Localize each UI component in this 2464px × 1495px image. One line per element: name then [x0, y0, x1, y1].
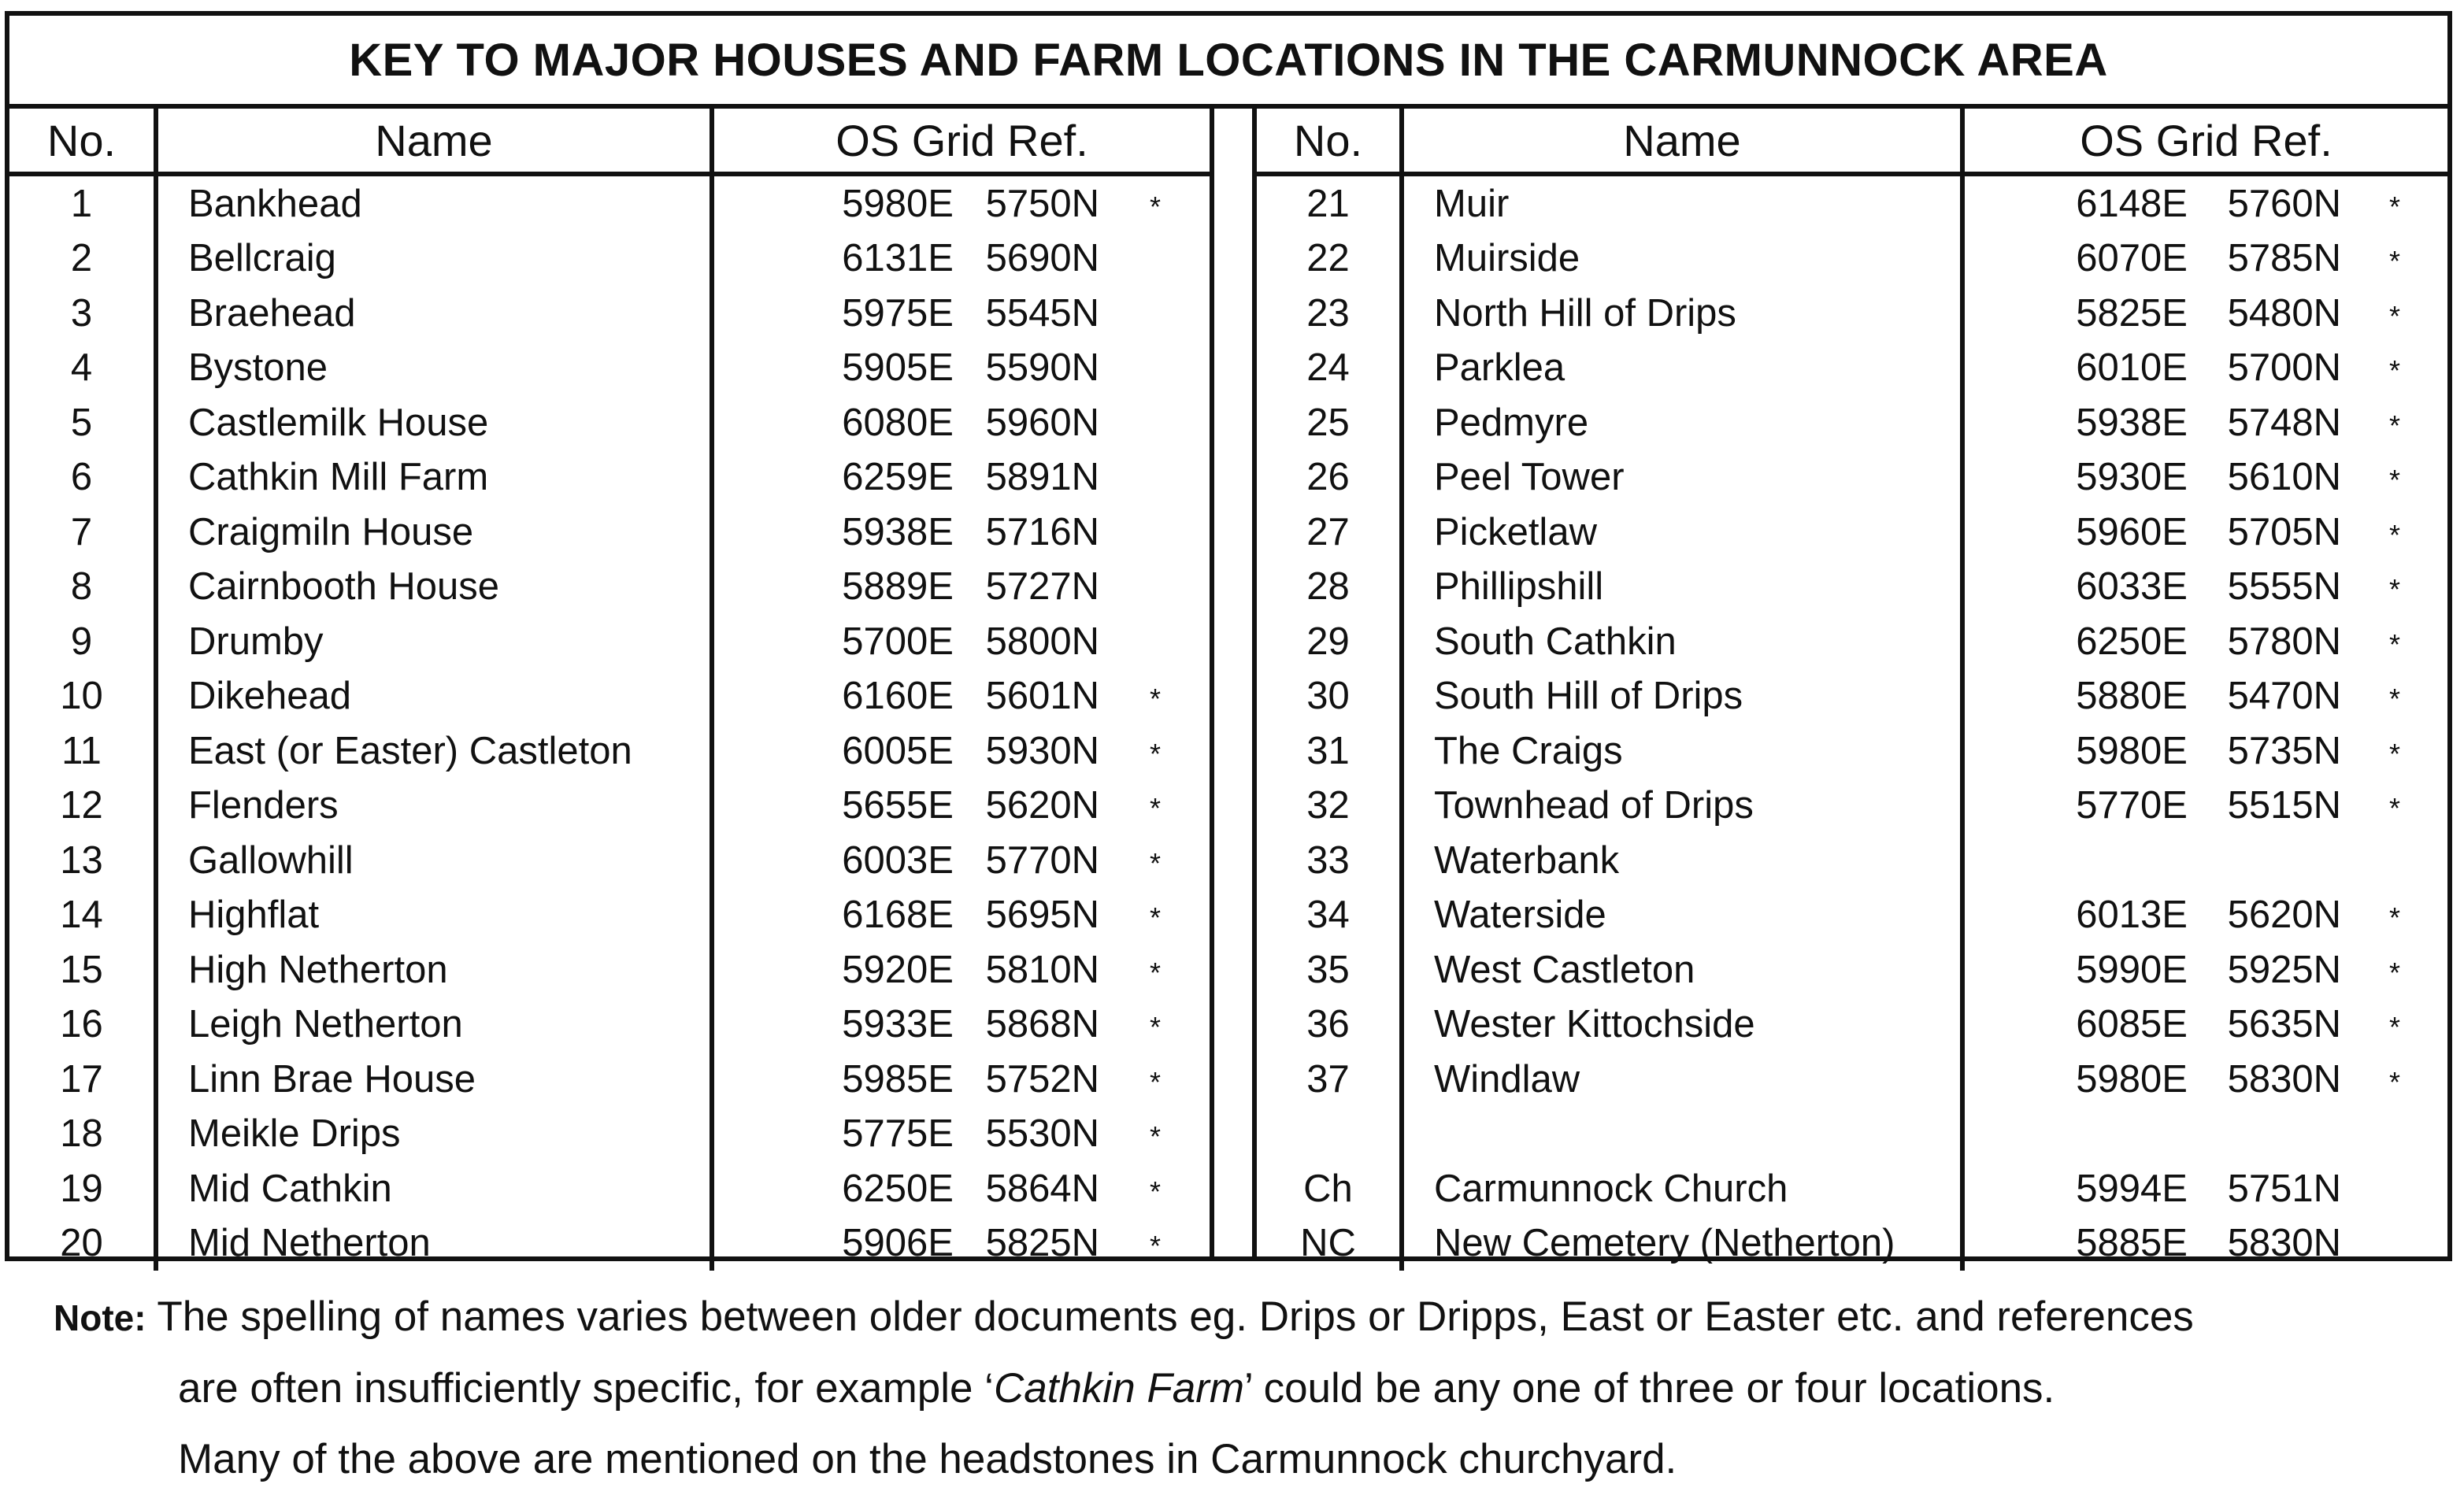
table-row — [1257, 614, 2447, 669]
northing: 5830N — [2227, 1057, 2341, 1101]
northing: 5727N — [985, 565, 1099, 609]
cell-no: 36 — [1306, 1003, 1350, 1046]
table-row — [9, 888, 1210, 943]
cell-grid-ref — [712, 505, 1210, 560]
table-row — [1257, 286, 2447, 341]
northing: 5530N — [985, 1112, 1099, 1156]
cell-grid-ref — [712, 231, 1210, 287]
marker: * — [2388, 518, 2400, 551]
northing: 5825N — [985, 1222, 1099, 1265]
northing: 5930N — [985, 729, 1099, 772]
northing: 5620N — [2227, 894, 2341, 937]
northing: 5770N — [985, 838, 1099, 882]
cell-grid-ref — [1962, 174, 2447, 231]
northing: 5752N — [985, 1057, 1099, 1101]
cell-name: Parklea — [1402, 341, 1962, 396]
easting: 5980E — [842, 182, 954, 225]
table-row — [9, 997, 1210, 1053]
easting: 6131E — [842, 237, 954, 280]
note-text-2b: ’ could be any one of three or four locations. — [1244, 1365, 2055, 1412]
cell-grid-ref — [1962, 1107, 2447, 1162]
cell-name: Bellcraig — [156, 231, 712, 287]
cell-grid-ref — [712, 1107, 1210, 1162]
column-header-no: No. — [9, 109, 156, 174]
header-row — [9, 109, 1210, 174]
cell-no: 6 — [70, 456, 93, 499]
marker: * — [2388, 190, 2400, 223]
marker: * — [1149, 1011, 1161, 1044]
marker: * — [1149, 1175, 1161, 1208]
easting: 6010E — [2076, 346, 2188, 390]
column-header-no: No. — [1257, 109, 1402, 174]
cell-name: South Hill of Drips — [1402, 669, 1962, 724]
cell-name: Phillipshill — [1402, 560, 1962, 615]
easting: 5920E — [842, 948, 954, 991]
marker: * — [2388, 683, 2400, 716]
cell-name: Braehead — [156, 286, 712, 341]
table-row — [1257, 231, 2447, 287]
marker: * — [1149, 190, 1161, 223]
cell-name: Picketlaw — [1402, 505, 1962, 560]
table-row — [1257, 723, 2447, 779]
easting: 5889E — [842, 565, 954, 609]
cell-no: 17 — [60, 1057, 103, 1101]
cell-no: 30 — [1306, 675, 1350, 718]
table-row — [1257, 395, 2447, 450]
table-title: KEY TO MAJOR HOUSES AND FARM LOCATIONS IN THE CARMUNNOCK AREA — [9, 16, 2447, 109]
table-row — [1257, 669, 2447, 724]
cell-no: 8 — [70, 565, 93, 609]
cell-grid-ref — [712, 833, 1210, 888]
marker: * — [2388, 956, 2400, 989]
cell-grid-ref — [1962, 723, 2447, 779]
cell-name: Peel Tower — [1402, 450, 1962, 505]
marker: * — [1149, 1065, 1161, 1098]
cell-no: 24 — [1306, 346, 1350, 390]
easting: 5980E — [2076, 1057, 2188, 1101]
table-row — [9, 833, 1210, 888]
cell-grid-ref — [712, 942, 1210, 997]
easting: 5930E — [2076, 456, 2188, 499]
table-row — [1257, 1107, 2447, 1162]
marker: * — [1149, 846, 1161, 879]
easting: 5825E — [2076, 291, 2188, 335]
cell-no: 32 — [1306, 784, 1350, 827]
northing: 5705N — [2227, 510, 2341, 553]
northing: 5800N — [985, 620, 1099, 663]
cell-name: Bystone — [156, 341, 712, 396]
marker: * — [1149, 1120, 1161, 1153]
note-emphasis: Cathkin Farm — [993, 1365, 1245, 1412]
northing: 5610N — [2227, 456, 2341, 499]
cell-name: Mid Cathkin — [156, 1161, 712, 1216]
northing: 5716N — [985, 510, 1099, 553]
cell-grid-ref — [1962, 614, 2447, 669]
cell-no: 3 — [70, 291, 93, 335]
left-panel — [9, 109, 1210, 1265]
easting: 5700E — [842, 620, 954, 663]
cell-no — [1257, 1107, 1402, 1162]
cell-name: Mid Netherton — [156, 1216, 712, 1271]
northing: 5695N — [985, 894, 1099, 937]
table-row — [9, 1161, 1210, 1216]
easting: 5994E — [2076, 1167, 2188, 1210]
easting: 5980E — [2076, 729, 2188, 772]
cell-grid-ref — [712, 779, 1210, 834]
marker: * — [2388, 354, 2400, 387]
cell-grid-ref — [1962, 505, 2447, 560]
northing: 5480N — [2227, 291, 2341, 335]
northing: 5555N — [2227, 565, 2341, 609]
cell-no: 5 — [70, 401, 93, 444]
northing: 5960N — [985, 401, 1099, 444]
easting: 6005E — [842, 729, 954, 772]
cell-name: Castlemilk House — [156, 395, 712, 450]
table-row — [1257, 174, 2447, 231]
cell-no: 29 — [1306, 620, 1350, 663]
northing: 5750N — [985, 182, 1099, 225]
easting: 6250E — [2076, 620, 2188, 663]
northing: 5620N — [985, 784, 1099, 827]
table-row — [9, 1052, 1210, 1107]
northing: 5810N — [985, 948, 1099, 991]
northing: 5830N — [2227, 1222, 2341, 1265]
note-line-3: Many of the above are mentioned on the headstones in Carmunnock churchyard. — [178, 1436, 1677, 1482]
footnote — [54, 1282, 2416, 1495]
table-row — [9, 231, 1210, 287]
cell-grid-ref — [1962, 395, 2447, 450]
easting: 5990E — [2076, 948, 2188, 991]
cell-name: East (or Easter) Castleton — [156, 723, 712, 779]
easting: 5933E — [842, 1003, 954, 1046]
easting: 5885E — [2076, 1222, 2188, 1265]
column-header-ref: OS Grid Ref. — [1962, 109, 2447, 174]
northing: 5760N — [2227, 182, 2341, 225]
cell-grid-ref — [712, 888, 1210, 943]
easting: 6259E — [842, 456, 954, 499]
left-table-body — [9, 174, 1210, 1271]
cell-no: 7 — [70, 510, 93, 553]
easting: 6013E — [2076, 894, 2188, 937]
table-row — [9, 1216, 1210, 1271]
easting: 5905E — [842, 346, 954, 390]
cell-name: Bankhead — [156, 174, 712, 231]
northing: 5690N — [985, 237, 1099, 280]
northing: 5868N — [985, 1003, 1099, 1046]
table-row — [9, 505, 1210, 560]
cell-grid-ref — [1962, 231, 2447, 287]
note-text-1: The spelling of names varies between older documents eg. Drips or Dripps, East or Easter etc. and references — [146, 1293, 2194, 1340]
column-header-ref: OS Grid Ref. — [712, 109, 1210, 174]
cell-name: Cairnbooth House — [156, 560, 712, 615]
column-header-name: Name — [1402, 109, 1962, 174]
table-row — [1257, 888, 2447, 943]
easting: 6080E — [842, 401, 954, 444]
marker: * — [2388, 409, 2400, 442]
column-divider — [1210, 109, 1257, 1261]
marker: * — [1149, 683, 1161, 716]
cell-name: Dikehead — [156, 669, 712, 724]
cell-no: 11 — [61, 729, 102, 772]
table-row — [1257, 560, 2447, 615]
cell-no: 31 — [1306, 729, 1350, 772]
table-row — [9, 669, 1210, 724]
table-row — [1257, 779, 2447, 834]
cell-no: 12 — [60, 784, 103, 827]
cell-no: 19 — [60, 1167, 103, 1210]
note-text-2a: are often insufficiently specific, for example ‘ — [178, 1365, 994, 1412]
cell-no: 13 — [60, 838, 103, 882]
note-line-2 — [54, 1353, 2416, 1424]
northing: 5780N — [2227, 620, 2341, 663]
marker: * — [2388, 737, 2400, 770]
table-row — [9, 1107, 1210, 1162]
cell-no: 22 — [1306, 237, 1350, 280]
easting: 6160E — [842, 675, 954, 718]
cell-grid-ref — [712, 174, 1210, 231]
northing: 5515N — [2227, 784, 2341, 827]
table-row — [1257, 450, 2447, 505]
cell-no: 4 — [70, 346, 93, 390]
cell-name: Meikle Drips — [156, 1107, 712, 1162]
cell-name: South Cathkin — [1402, 614, 1962, 669]
northing: 5735N — [2227, 729, 2341, 772]
table-row — [1257, 942, 2447, 997]
table-row — [1257, 997, 2447, 1053]
easting: 6148E — [2076, 182, 2188, 225]
cell-name: Muirside — [1402, 231, 1962, 287]
table-row — [9, 341, 1210, 396]
easting: 5655E — [842, 784, 954, 827]
cell-name: Pedmyre — [1402, 395, 1962, 450]
cell-grid-ref — [1962, 1216, 2447, 1271]
easting: 6070E — [2076, 237, 2188, 280]
table-row — [9, 779, 1210, 834]
northing: 5470N — [2227, 675, 2341, 718]
northing: 5545N — [985, 291, 1099, 335]
cell-no: 1 — [70, 182, 93, 225]
table-row — [9, 450, 1210, 505]
northing: 5700N — [2227, 346, 2341, 390]
cell-name: North Hill of Drips — [1402, 286, 1962, 341]
table-row — [1257, 1052, 2447, 1107]
marker: * — [2388, 1065, 2400, 1098]
cell-grid-ref — [1962, 942, 2447, 997]
header-row — [1257, 109, 2447, 174]
cell-name: Leigh Netherton — [156, 997, 712, 1053]
cell-no: 18 — [60, 1112, 103, 1156]
cell-name: Drumby — [156, 614, 712, 669]
table-row — [1257, 1216, 2447, 1271]
locations-table-right — [1257, 109, 2447, 1271]
table-row — [9, 614, 1210, 669]
table-row — [9, 395, 1210, 450]
note-label: Note: — [54, 1297, 146, 1338]
cell-name: Waterside — [1402, 888, 1962, 943]
easting: 5880E — [2076, 675, 2188, 718]
cell-name — [1402, 1107, 1962, 1162]
table-row — [9, 942, 1210, 997]
northing: 5748N — [2227, 401, 2341, 444]
marker: * — [2388, 627, 2400, 661]
cell-no: 25 — [1306, 401, 1350, 444]
easting: 6033E — [2076, 565, 2188, 609]
cell-name: Windlaw — [1402, 1052, 1962, 1107]
easting: 6168E — [842, 894, 954, 937]
table-row — [9, 174, 1210, 231]
cell-no: NC — [1300, 1222, 1356, 1265]
cell-no: 35 — [1306, 948, 1350, 991]
easting: 5938E — [2076, 401, 2188, 444]
cell-grid-ref — [712, 560, 1210, 615]
easting: 5938E — [842, 510, 954, 553]
cell-no: 21 — [1306, 182, 1350, 225]
table-row — [1257, 833, 2447, 888]
northing: 5785N — [2227, 237, 2341, 280]
easting: 5906E — [842, 1222, 954, 1265]
cell-name: Wester Kittochside — [1402, 997, 1962, 1053]
cell-no: 2 — [70, 237, 93, 280]
cell-name: Cathkin Mill Farm — [156, 450, 712, 505]
cell-name: West Castleton — [1402, 942, 1962, 997]
table-row — [1257, 1161, 2447, 1216]
northing: 5891N — [985, 456, 1099, 499]
cell-name: Carmunnock Church — [1402, 1161, 1962, 1216]
cell-no: 20 — [60, 1222, 103, 1265]
cell-no: 23 — [1306, 291, 1350, 335]
marker: * — [2388, 299, 2400, 332]
table-row — [9, 723, 1210, 779]
cell-name: Waterbank — [1402, 833, 1962, 888]
table-row — [9, 560, 1210, 615]
cell-grid-ref — [712, 450, 1210, 505]
cell-no: 37 — [1306, 1057, 1350, 1101]
cell-name: Highflat — [156, 888, 712, 943]
cell-name: Muir — [1402, 174, 1962, 231]
cell-grid-ref — [712, 1216, 1210, 1271]
cell-no: 28 — [1306, 565, 1350, 609]
northing: 5601N — [985, 675, 1099, 718]
marker: * — [2388, 573, 2400, 606]
cell-grid-ref — [712, 723, 1210, 779]
cell-name: Flenders — [156, 779, 712, 834]
cell-grid-ref — [1962, 997, 2447, 1053]
cell-grid-ref — [712, 1052, 1210, 1107]
easting: 5985E — [842, 1057, 954, 1101]
cell-name: Townhead of Drips — [1402, 779, 1962, 834]
cell-grid-ref — [1962, 341, 2447, 396]
right-panel — [1257, 109, 2447, 1265]
cell-no: 10 — [60, 675, 103, 718]
cell-no: Ch — [1303, 1167, 1353, 1210]
note-line-1 — [54, 1282, 2416, 1353]
cell-grid-ref — [1962, 1052, 2447, 1107]
northing: 5925N — [2227, 948, 2341, 991]
cell-grid-ref — [1962, 669, 2447, 724]
cell-grid-ref — [1962, 450, 2447, 505]
marker: * — [2388, 901, 2400, 934]
marker: * — [2388, 792, 2400, 825]
northing: 5751N — [2227, 1167, 2341, 1210]
marker: * — [1149, 792, 1161, 825]
table-row — [1257, 341, 2447, 396]
column-header-name: Name — [156, 109, 712, 174]
easting: 6085E — [2076, 1003, 2188, 1046]
marker: * — [2388, 245, 2400, 278]
cell-grid-ref — [1962, 779, 2447, 834]
key-table-frame — [5, 11, 2452, 1265]
cell-no: 14 — [60, 894, 103, 937]
cell-grid-ref — [712, 395, 1210, 450]
cell-no: 15 — [60, 948, 103, 991]
locations-table-left — [9, 109, 1210, 1271]
easting: 5775E — [842, 1112, 954, 1156]
cell-name: Craigmiln House — [156, 505, 712, 560]
cell-grid-ref — [712, 997, 1210, 1053]
easting: 5975E — [842, 291, 954, 335]
northing: 5590N — [985, 346, 1099, 390]
easting: 6003E — [842, 838, 954, 882]
cell-grid-ref — [1962, 560, 2447, 615]
cell-name: High Netherton — [156, 942, 712, 997]
cell-no: 34 — [1306, 894, 1350, 937]
easting: 6250E — [842, 1167, 954, 1210]
right-table-body — [1257, 174, 2447, 1271]
cell-grid-ref — [712, 1161, 1210, 1216]
cell-name: Linn Brae House — [156, 1052, 712, 1107]
cell-grid-ref — [712, 669, 1210, 724]
table-row — [1257, 505, 2447, 560]
cell-grid-ref — [1962, 286, 2447, 341]
cell-grid-ref — [712, 614, 1210, 669]
marker: * — [1149, 901, 1161, 934]
marker: * — [1149, 956, 1161, 989]
marker: * — [2388, 1011, 2400, 1044]
cell-name: Gallowhill — [156, 833, 712, 888]
cell-no: 16 — [60, 1003, 103, 1046]
northing: 5864N — [985, 1167, 1099, 1210]
cell-grid-ref — [712, 286, 1210, 341]
cell-name: The Craigs — [1402, 723, 1962, 779]
table-row — [9, 286, 1210, 341]
cell-name: New Cemetery (Netherton) — [1402, 1216, 1962, 1271]
cell-no: 9 — [70, 620, 93, 663]
cell-grid-ref — [712, 341, 1210, 396]
marker: * — [1149, 737, 1161, 770]
cell-grid-ref — [1962, 833, 2447, 888]
cell-no: 33 — [1306, 838, 1350, 882]
northing: 5635N — [2227, 1003, 2341, 1046]
cell-no: 27 — [1306, 510, 1350, 553]
cell-no: 26 — [1306, 456, 1350, 499]
cell-grid-ref — [1962, 888, 2447, 943]
easting: 5770E — [2076, 784, 2188, 827]
marker: * — [2388, 464, 2400, 497]
marker: * — [1149, 1230, 1161, 1263]
cell-grid-ref — [1962, 1161, 2447, 1216]
easting: 5960E — [2076, 510, 2188, 553]
